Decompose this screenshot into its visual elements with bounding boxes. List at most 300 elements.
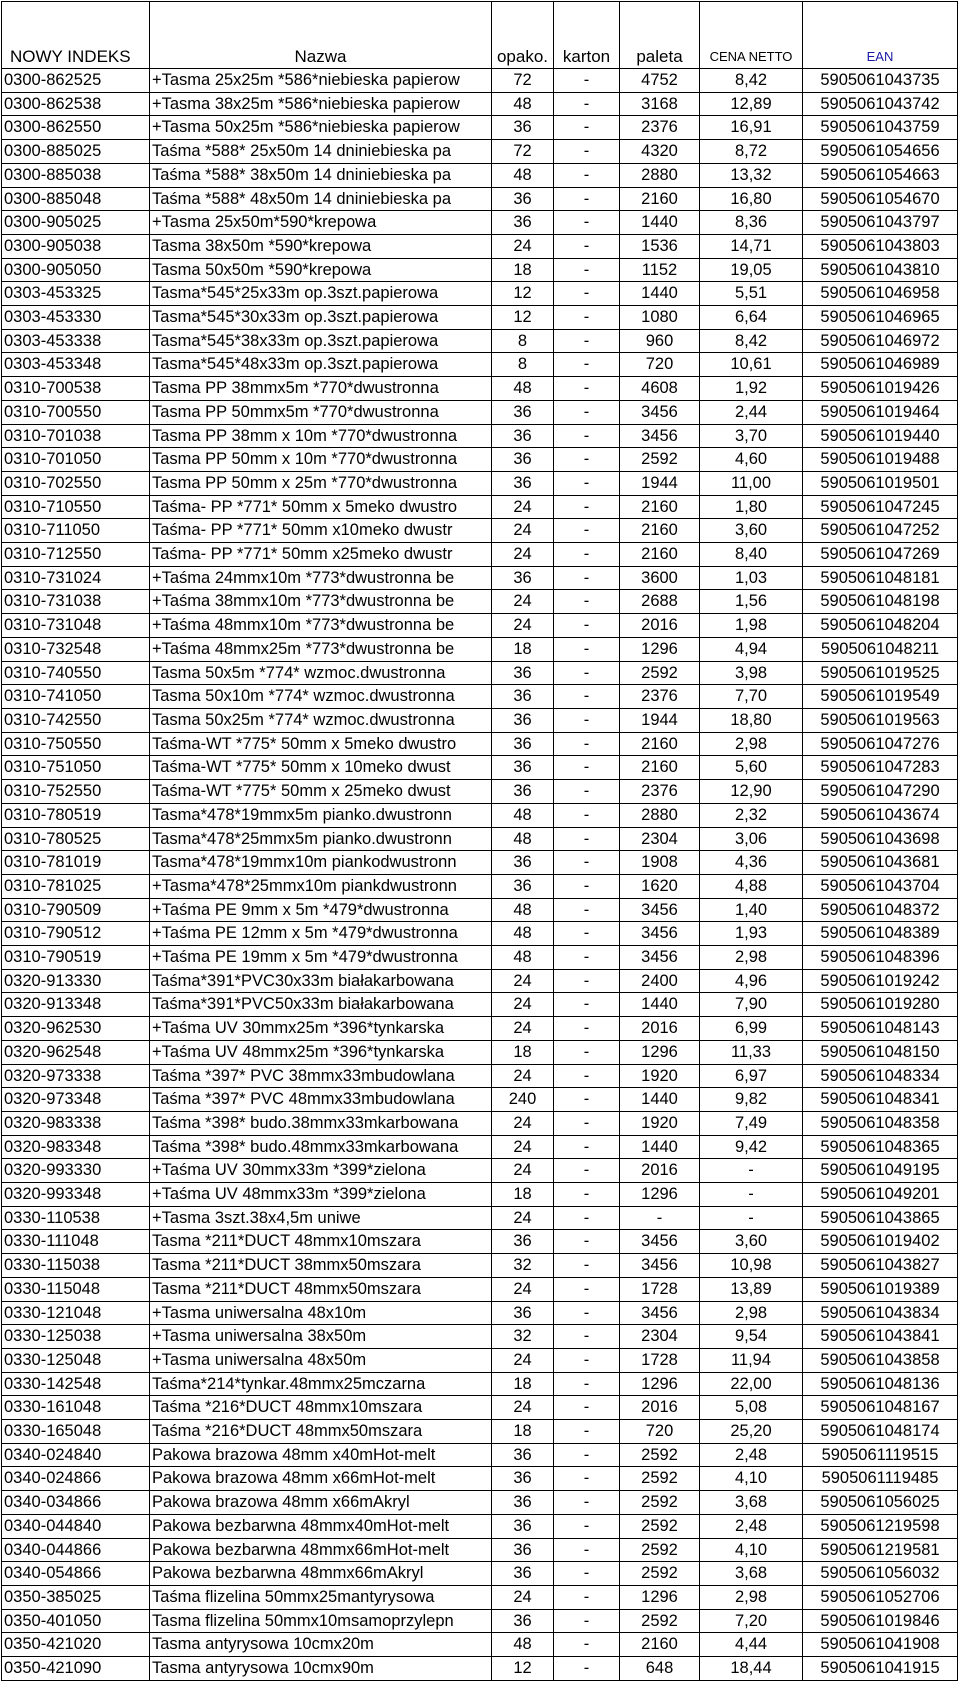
cell-carton: - (554, 377, 620, 401)
cell-package: 48 (492, 946, 554, 970)
cell-net-price: 5,60 (700, 756, 803, 780)
cell-name: Taśma *216*DUCT 48mmx50mszara (150, 1420, 492, 1444)
cell-pallet: 2400 (620, 969, 700, 993)
cell-net-price: 5,51 (700, 282, 803, 306)
cell-index: 0310-710550 (2, 495, 150, 519)
cell-ean: 5905061048181 (803, 566, 958, 590)
cell-pallet: 1944 (620, 708, 700, 732)
cell-net-price: 14,71 (700, 234, 803, 258)
cell-name: Tasma PP 50mm x 10m *770*dwustronna (150, 448, 492, 472)
cell-ean: 5905061054656 (803, 140, 958, 164)
cell-ean: 5905061046972 (803, 329, 958, 353)
cell-package: 24 (492, 1159, 554, 1183)
table-row (2, 424, 958, 448)
cell-net-price: 11,00 (700, 471, 803, 495)
cell-name: Tasma*478*19mmx10m piankodwustronn (150, 851, 492, 875)
cell-name: Tasma*545*30x33m op.3szt.papierowa (150, 306, 492, 330)
cell-package: 18 (492, 1420, 554, 1444)
cell-name: Pakowa bezbarwna 48mmx40mHot-melt (150, 1514, 492, 1538)
cell-name: Taśma *216*DUCT 48mmx10mszara (150, 1396, 492, 1420)
cell-net-price: 2,44 (700, 400, 803, 424)
cell-package: 12 (492, 1657, 554, 1681)
cell-pallet: 2016 (620, 1017, 700, 1041)
cell-carton: - (554, 993, 620, 1017)
cell-carton: - (554, 614, 620, 638)
cell-index: 0300-862550 (2, 116, 150, 140)
cell-ean: 5905061054663 (803, 163, 958, 187)
cell-ean: 5905061043735 (803, 69, 958, 93)
cell-name: Tasma*478*19mmx5m pianko.dwustronn (150, 803, 492, 827)
cell-package: 24 (492, 1586, 554, 1610)
cell-ean: 5905061019488 (803, 448, 958, 472)
cell-pallet: 3456 (620, 922, 700, 946)
cell-pallet: 1728 (620, 1277, 700, 1301)
cell-carton: - (554, 92, 620, 116)
cell-pallet: 1944 (620, 471, 700, 495)
cell-package: 48 (492, 163, 554, 187)
cell-name: +Taśma 48mmx10m *773*dwustronna be (150, 614, 492, 638)
cell-name: Taśma *397* PVC 38mmx33mbudowlana (150, 1064, 492, 1088)
table-row (2, 69, 958, 93)
cell-index: 0310-701038 (2, 424, 150, 448)
table-row (2, 1562, 958, 1586)
cell-index: 0340-024840 (2, 1443, 150, 1467)
cell-ean: 5905061019242 (803, 969, 958, 993)
table-row (2, 1443, 958, 1467)
cell-name: Taśma- PP *771* 50mm x 5meko dwustro (150, 495, 492, 519)
table-row (2, 1586, 958, 1610)
cell-carton: - (554, 1088, 620, 1112)
cell-name: Taśma *398* budo.48mmx33mkarbowana (150, 1135, 492, 1159)
cell-pallet: 2160 (620, 1633, 700, 1657)
table-row (2, 1372, 958, 1396)
cell-pallet: 1296 (620, 637, 700, 661)
cell-net-price: 6,99 (700, 1017, 803, 1041)
cell-pallet: 2592 (620, 1538, 700, 1562)
cell-carton: - (554, 234, 620, 258)
table-row (2, 400, 958, 424)
cell-net-price: 3,70 (700, 424, 803, 448)
cell-ean: 5905061043742 (803, 92, 958, 116)
cell-package: 24 (492, 1348, 554, 1372)
cell-carton: - (554, 874, 620, 898)
cell-index: 0330-111048 (2, 1230, 150, 1254)
cell-index: 0350-421090 (2, 1657, 150, 1681)
cell-ean: 5905061043865 (803, 1206, 958, 1230)
table-row (2, 1348, 958, 1372)
table-row (2, 1420, 958, 1444)
cell-ean: 5905061048143 (803, 1017, 958, 1041)
cell-name: Taśma*391*PVC30x33m białakarbowana (150, 969, 492, 993)
cell-ean: 5905061043858 (803, 1348, 958, 1372)
cell-name: Tasma*545*48x33m op.3szt.papierowa (150, 353, 492, 377)
cell-net-price: 11,33 (700, 1040, 803, 1064)
cell-package: 24 (492, 495, 554, 519)
cell-net-price: 18,80 (700, 708, 803, 732)
cell-ean: 5905061047283 (803, 756, 958, 780)
cell-name: Pakowa bezbarwna 48mmx66mAkryl (150, 1562, 492, 1586)
cell-package: 24 (492, 614, 554, 638)
cell-package: 36 (492, 400, 554, 424)
cell-pallet: 2592 (620, 1443, 700, 1467)
cell-net-price: 13,89 (700, 1277, 803, 1301)
price-list-table (1, 1, 958, 1681)
cell-pallet: 2304 (620, 1325, 700, 1349)
table-row (2, 1159, 958, 1183)
cell-index: 0320-962548 (2, 1040, 150, 1064)
column-header-ean: EAN (803, 2, 958, 69)
cell-package: 72 (492, 69, 554, 93)
cell-ean: 5905061041908 (803, 1633, 958, 1657)
cell-net-price: - (700, 1183, 803, 1207)
table-row (2, 874, 958, 898)
cell-index: 0310-731038 (2, 590, 150, 614)
cell-net-price: 3,98 (700, 661, 803, 685)
cell-carton: - (554, 543, 620, 567)
cell-pallet: 4608 (620, 377, 700, 401)
table-row (2, 1277, 958, 1301)
cell-name: +Tasma uniwersalna 48x50m (150, 1348, 492, 1372)
cell-index: 0340-024866 (2, 1467, 150, 1491)
table-row (2, 1325, 958, 1349)
table-row (2, 1135, 958, 1159)
table-row (2, 708, 958, 732)
cell-net-price: 1,93 (700, 922, 803, 946)
cell-package: 18 (492, 637, 554, 661)
cell-name: +Tasma 50x25m *586*niebieska papierow (150, 116, 492, 140)
cell-carton: - (554, 1562, 620, 1586)
cell-ean: 5905061048389 (803, 922, 958, 946)
cell-package: 24 (492, 1017, 554, 1041)
cell-pallet: 3456 (620, 1301, 700, 1325)
cell-net-price: 8,42 (700, 329, 803, 353)
cell-net-price: 22,00 (700, 1372, 803, 1396)
cell-carton: - (554, 1159, 620, 1183)
cell-index: 0330-142548 (2, 1372, 150, 1396)
cell-carton: - (554, 1064, 620, 1088)
table-row (2, 946, 958, 970)
table-row (2, 163, 958, 187)
cell-carton: - (554, 566, 620, 590)
cell-package: 36 (492, 1609, 554, 1633)
cell-pallet: 1440 (620, 1088, 700, 1112)
cell-pallet: - (620, 1206, 700, 1230)
cell-package: 18 (492, 258, 554, 282)
cell-ean: 5905061048372 (803, 898, 958, 922)
cell-name: +Tasma 3szt.38x4,5m uniwe (150, 1206, 492, 1230)
cell-carton: - (554, 471, 620, 495)
cell-package: 36 (492, 211, 554, 235)
cell-name: Taśma*391*PVC50x33m białakarbowana (150, 993, 492, 1017)
cell-name: Tasma PP 50mm x 25m *770*dwustronna (150, 471, 492, 495)
cell-carton: - (554, 519, 620, 543)
cell-carton: - (554, 1111, 620, 1135)
cell-package: 36 (492, 116, 554, 140)
table-row (2, 851, 958, 875)
cell-net-price: 3,06 (700, 827, 803, 851)
cell-package: 36 (492, 566, 554, 590)
cell-name: Tasma antyrysowa 10cmx20m (150, 1633, 492, 1657)
cell-index: 0310-700538 (2, 377, 150, 401)
cell-net-price: 4,10 (700, 1538, 803, 1562)
cell-net-price: 10,61 (700, 353, 803, 377)
cell-index: 0310-732548 (2, 637, 150, 661)
cell-pallet: 2016 (620, 1159, 700, 1183)
cell-carton: - (554, 1135, 620, 1159)
table-row (2, 1396, 958, 1420)
cell-index: 0330-125048 (2, 1348, 150, 1372)
cell-ean: 5905061019549 (803, 685, 958, 709)
cell-package: 36 (492, 448, 554, 472)
cell-index: 0320-913330 (2, 969, 150, 993)
cell-name: +Taśma 38mmx10m *773*dwustronna be (150, 590, 492, 614)
cell-ean: 5905061052706 (803, 1586, 958, 1610)
table-row (2, 448, 958, 472)
cell-carton: - (554, 851, 620, 875)
table-row (2, 756, 958, 780)
cell-name: +Taśma PE 9mm x 5m *479*dwustronna (150, 898, 492, 922)
table-row (2, 1467, 958, 1491)
cell-package: 36 (492, 1443, 554, 1467)
cell-ean: 5905061056025 (803, 1491, 958, 1515)
cell-index: 0320-993330 (2, 1159, 150, 1183)
cell-package: 48 (492, 1633, 554, 1657)
cell-index: 0310-751050 (2, 756, 150, 780)
cell-net-price: - (700, 1206, 803, 1230)
cell-index: 0320-973348 (2, 1088, 150, 1112)
cell-ean: 5905061019563 (803, 708, 958, 732)
cell-name: +Tasma uniwersalna 38x50m (150, 1325, 492, 1349)
cell-net-price: 1,03 (700, 566, 803, 590)
cell-name: +Taśma UV 48mmx25m *396*tynkarska (150, 1040, 492, 1064)
column-header-name: Nazwa (150, 2, 492, 69)
cell-net-price: 1,92 (700, 377, 803, 401)
cell-index: 0350-401050 (2, 1609, 150, 1633)
table-row (2, 282, 958, 306)
table-row (2, 1088, 958, 1112)
cell-net-price: 1,56 (700, 590, 803, 614)
cell-ean: 5905061046965 (803, 306, 958, 330)
cell-name: Tasma 50x10m *774* wzmoc.dwustronna (150, 685, 492, 709)
cell-index: 0310-711050 (2, 519, 150, 543)
cell-ean: 5905061047252 (803, 519, 958, 543)
cell-pallet: 1536 (620, 234, 700, 258)
cell-carton: - (554, 1325, 620, 1349)
cell-carton: - (554, 424, 620, 448)
cell-name: +Taśma 48mmx25m *773*dwustronna be (150, 637, 492, 661)
cell-name: Tasma 50x25m *774* wzmoc.dwustronna (150, 708, 492, 732)
cell-net-price: 1,80 (700, 495, 803, 519)
cell-pallet: 2376 (620, 685, 700, 709)
cell-carton: - (554, 1657, 620, 1681)
table-row (2, 1301, 958, 1325)
cell-net-price: 10,98 (700, 1254, 803, 1278)
cell-pallet: 1296 (620, 1183, 700, 1207)
cell-name: Taśma-WT *775* 50mm x 5meko dwustro (150, 732, 492, 756)
cell-name: Pakowa brazowa 48mm x66mAkryl (150, 1491, 492, 1515)
cell-carton: - (554, 448, 620, 472)
cell-name: Taśma*214*tynkar.48mmx25mczarna (150, 1372, 492, 1396)
table-row (2, 732, 958, 756)
cell-net-price: 13,32 (700, 163, 803, 187)
cell-index: 0310-780525 (2, 827, 150, 851)
cell-ean: 5905061019389 (803, 1277, 958, 1301)
cell-ean: 5905061043841 (803, 1325, 958, 1349)
cell-pallet: 2592 (620, 1609, 700, 1633)
cell-net-price: - (700, 1159, 803, 1183)
cell-ean: 5905061019402 (803, 1230, 958, 1254)
cell-ean: 5905061056032 (803, 1562, 958, 1586)
table-row (2, 922, 958, 946)
cell-net-price: 4,60 (700, 448, 803, 472)
cell-net-price: 12,90 (700, 780, 803, 804)
table-row (2, 1609, 958, 1633)
cell-ean: 5905061119485 (803, 1467, 958, 1491)
cell-ean: 5905061043827 (803, 1254, 958, 1278)
cell-index: 0310-712550 (2, 543, 150, 567)
cell-pallet: 4752 (620, 69, 700, 93)
cell-ean: 5905061043674 (803, 803, 958, 827)
table-row (2, 590, 958, 614)
cell-index: 0310-780519 (2, 803, 150, 827)
cell-package: 36 (492, 1301, 554, 1325)
cell-carton: - (554, 69, 620, 93)
cell-carton: - (554, 1586, 620, 1610)
cell-package: 48 (492, 803, 554, 827)
cell-name: Tasma PP 38mmx5m *770*dwustronna (150, 377, 492, 401)
table-row (2, 614, 958, 638)
cell-name: Tasma*545*25x33m op.3szt.papierowa (150, 282, 492, 306)
cell-index: 0350-385025 (2, 1586, 150, 1610)
cell-name: Taśma flizelina 50mmx25mantyrysowa (150, 1586, 492, 1610)
cell-name: +Tasma*478*25mmx10m piankdwustronn (150, 874, 492, 898)
cell-index: 0303-453338 (2, 329, 150, 353)
cell-carton: - (554, 353, 620, 377)
cell-carton: - (554, 898, 620, 922)
cell-pallet: 2592 (620, 1467, 700, 1491)
cell-ean: 5905061046958 (803, 282, 958, 306)
table-row (2, 1111, 958, 1135)
cell-name: +Taśma UV 48mmx33m *399*zielona (150, 1183, 492, 1207)
cell-package: 36 (492, 1514, 554, 1538)
cell-carton: - (554, 1348, 620, 1372)
table-row (2, 1206, 958, 1230)
cell-ean: 5905061219598 (803, 1514, 958, 1538)
table-row (2, 92, 958, 116)
cell-index: 0330-161048 (2, 1396, 150, 1420)
table-row (2, 1040, 958, 1064)
cell-package: 24 (492, 1064, 554, 1088)
cell-name: Taśma-WT *775* 50mm x 25meko dwust (150, 780, 492, 804)
cell-package: 24 (492, 969, 554, 993)
cell-ean: 5905061019846 (803, 1609, 958, 1633)
cell-pallet: 2160 (620, 495, 700, 519)
cell-net-price: 18,44 (700, 1657, 803, 1681)
cell-pallet: 960 (620, 329, 700, 353)
cell-ean: 5905061047276 (803, 732, 958, 756)
cell-package: 12 (492, 282, 554, 306)
cell-index: 0340-034866 (2, 1491, 150, 1515)
cell-index: 0320-993348 (2, 1183, 150, 1207)
table-row (2, 1017, 958, 1041)
cell-pallet: 2880 (620, 803, 700, 827)
cell-package: 36 (492, 756, 554, 780)
cell-net-price: 4,88 (700, 874, 803, 898)
cell-net-price: 3,68 (700, 1562, 803, 1586)
cell-index: 0300-862525 (2, 69, 150, 93)
cell-name: Taśma- PP *771* 50mm x25meko dwustr (150, 543, 492, 567)
cell-name: Tasma *211*DUCT 38mmx50mszara (150, 1254, 492, 1278)
cell-ean: 5905061119515 (803, 1443, 958, 1467)
cell-net-price: 2,48 (700, 1443, 803, 1467)
cell-net-price: 2,98 (700, 946, 803, 970)
column-header-carton: karton (554, 2, 620, 69)
cell-index: 0310-731048 (2, 614, 150, 638)
table-row (2, 1230, 958, 1254)
cell-ean: 5905061046989 (803, 353, 958, 377)
cell-index: 0310-781019 (2, 851, 150, 875)
cell-pallet: 1908 (620, 851, 700, 875)
cell-carton: - (554, 780, 620, 804)
table-row (2, 329, 958, 353)
cell-pallet: 2592 (620, 448, 700, 472)
cell-carton: - (554, 258, 620, 282)
cell-index: 0303-453325 (2, 282, 150, 306)
cell-ean: 5905061049201 (803, 1183, 958, 1207)
cell-net-price: 7,49 (700, 1111, 803, 1135)
cell-ean: 5905061047290 (803, 780, 958, 804)
cell-name: Taśma *588* 38x50m 14 dniniebieska pa (150, 163, 492, 187)
cell-net-price: 8,72 (700, 140, 803, 164)
cell-name: Tasma 38x50m *590*krepowa (150, 234, 492, 258)
cell-net-price: 12,89 (700, 92, 803, 116)
cell-carton: - (554, 1301, 620, 1325)
cell-ean: 5905061043797 (803, 211, 958, 235)
cell-ean: 5905061047269 (803, 543, 958, 567)
cell-package: 32 (492, 1325, 554, 1349)
cell-index: 0300-885048 (2, 187, 150, 211)
cell-name: Taśma *398* budo.38mmx33mkarbowana (150, 1111, 492, 1135)
cell-net-price: 4,94 (700, 637, 803, 661)
table-row (2, 1514, 958, 1538)
table-row (2, 1183, 958, 1207)
cell-carton: - (554, 282, 620, 306)
cell-index: 0310-781025 (2, 874, 150, 898)
cell-pallet: 2160 (620, 187, 700, 211)
cell-name: Tasma*478*25mmx5m pianko.dwustronn (150, 827, 492, 851)
cell-index: 0303-453330 (2, 306, 150, 330)
cell-package: 18 (492, 1372, 554, 1396)
cell-package: 24 (492, 519, 554, 543)
cell-ean: 5905061043704 (803, 874, 958, 898)
cell-index: 0310-752550 (2, 780, 150, 804)
cell-pallet: 1440 (620, 1135, 700, 1159)
cell-ean: 5905061048211 (803, 637, 958, 661)
table-row (2, 187, 958, 211)
cell-name: +Tasma 25x25m *586*niebieska papierow (150, 69, 492, 93)
table-row (2, 661, 958, 685)
cell-index: 0300-885038 (2, 163, 150, 187)
cell-pallet: 1620 (620, 874, 700, 898)
cell-package: 36 (492, 685, 554, 709)
cell-name: +Taśma UV 30mmx25m *396*tynkarska (150, 1017, 492, 1041)
cell-index: 0310-700550 (2, 400, 150, 424)
cell-net-price: 8,40 (700, 543, 803, 567)
cell-pallet: 2376 (620, 116, 700, 140)
cell-ean: 5905061219581 (803, 1538, 958, 1562)
cell-carton: - (554, 1206, 620, 1230)
cell-name: Taśma *588* 25x50m 14 dniniebieska pa (150, 140, 492, 164)
